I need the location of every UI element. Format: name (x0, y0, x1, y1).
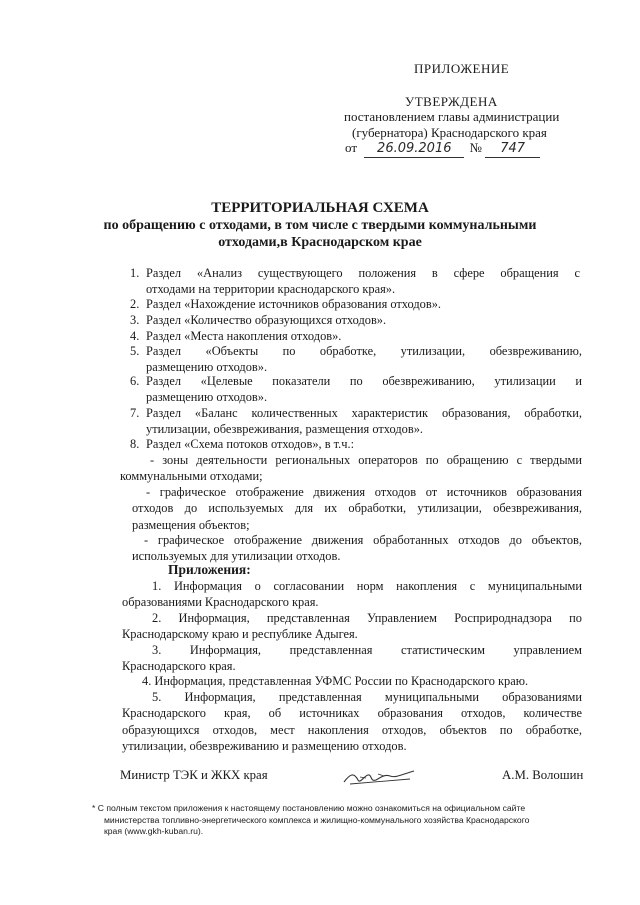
section-text: утилизации, обезвреживания, размещения отходов». (146, 422, 424, 437)
section-2 (130, 296, 580, 312)
section-text: отходами на территории краснодарского края». (146, 282, 396, 297)
section-5 (130, 343, 582, 376)
approved-label: УТВЕРЖДЕНА (405, 94, 498, 109)
section-text: Раздел «Количество образующихся отходов». (146, 313, 387, 327)
section-number: 4. (130, 329, 140, 343)
number-sign: № (469, 140, 482, 155)
item-text: - графическое отображение движения обработанных отходов до объектов, (144, 533, 582, 547)
item-text: - зоны деятельности региональных операторов по обращению с твердыми (150, 453, 582, 467)
section-number: 8. (130, 437, 140, 451)
section-7 (130, 405, 582, 438)
handwritten-signature (340, 766, 418, 790)
item-text: коммунальными отходами; (120, 469, 263, 484)
section-6 (130, 373, 582, 406)
date-prefix: от (345, 140, 358, 155)
section-3 (130, 312, 580, 328)
item-text: - графическое отображение движения отходов от источников образования (146, 485, 582, 499)
doc-title: ТЕРРИТОРИАЛЬНАЯ СХЕМА (211, 200, 429, 216)
section-8 (130, 436, 582, 452)
appendix-text: 2. Информация, представленная Управлением Росприроднадзора по (152, 611, 582, 625)
section-text: Раздел «Баланс количественных характеристик образования, обработки, (146, 406, 582, 420)
appendix-4 (122, 673, 582, 689)
appendix-text: 5. Информация, представленная муниципальными образованиями (152, 690, 582, 704)
footnote-line: * С полным текстом приложения к настоящему постановлению можно ознакомиться на официальном сайте (92, 803, 526, 813)
appendices-heading: Приложения: (168, 562, 251, 577)
item-text: отходов до используемых для их обработки, утилизации, обезвреживания, (132, 501, 582, 516)
section-number: 3. (130, 313, 140, 327)
appendix-label: ПРИЛОЖЕНИЕ (414, 61, 510, 76)
signatory-position: Министр ТЭК и ЖКХ края (120, 768, 268, 782)
signatory-name: А.М. Волошин (502, 768, 584, 782)
signature-mark (340, 766, 418, 790)
decree-line-2: (губернатора) Краснодарского края (352, 125, 547, 140)
footnote-line: министерства топливно-энергетического комплекса и жилищно-коммунального хозяйства Краснодарского (104, 814, 530, 825)
appendix-text: 4. Информация, представленная УФМС России по Краснодарского краю. (142, 674, 529, 688)
section-text: Раздел «Места накопления отходов». (146, 329, 342, 343)
section-text: размещению отходов». (146, 390, 268, 405)
appendix-2 (122, 610, 582, 643)
doc-subtitle-1: по обращению с отходами, в том числе с твердыми коммунальными (103, 218, 537, 233)
footnote (92, 803, 612, 838)
appendix-text: образованиями Краснодарского края. (122, 595, 319, 610)
section-4 (130, 328, 580, 344)
section-number: 7. (130, 406, 140, 420)
appendix-text: Краснодарского края. (122, 659, 236, 674)
section-8-item-1 (120, 452, 582, 485)
section-number: 5. (130, 344, 140, 358)
section-text: Раздел «Схема потоков отходов», в т.ч.: (146, 437, 355, 451)
appendix-text: Краснодарскому краю и республике Адыгея. (122, 627, 358, 642)
decree-line-1: постановлением главы администрации (344, 109, 560, 124)
doc-subtitle-2: отходами,в Краснодарском крае (218, 235, 422, 250)
section-number: 2. (130, 297, 140, 311)
section-text: Раздел «Анализ существующего положения в сфере обращения с (146, 266, 580, 280)
section-1 (130, 265, 580, 298)
appendix-1 (122, 578, 582, 611)
section-text: Раздел «Объекты по обработке, утилизации, обезвреживанию, (146, 344, 582, 358)
appendix-text: Краснодарского края, об источниках образования отходов, количестве (122, 706, 582, 721)
decree-date-line (345, 140, 540, 158)
appendix-text: образующихся отходов, мест накопления отходов, объектов по обработке, (122, 722, 582, 737)
appendix-3 (122, 642, 582, 675)
item-text: размещения объектов; (132, 517, 250, 532)
decree-number: 747 (485, 141, 540, 158)
footnote-line: края (www.gkh-kuban.ru). (104, 826, 204, 836)
section-text: размещению отходов». (146, 360, 268, 375)
section-text: Раздел «Нахождение источников образования отходов». (146, 297, 442, 311)
section-8-item-3 (120, 532, 582, 565)
section-number: 6. (130, 374, 140, 388)
appendix-text: 3. Информация, представленная статистическим управлением (152, 643, 582, 657)
appendix-text: 1. Информация о согласовании норм накопления с муниципальными (152, 579, 582, 593)
decree-date: 26.09.2016 (364, 141, 464, 158)
appendix-text: утилизации, обезвреживанию и размещению отходов. (122, 738, 407, 753)
section-8-item-2 (120, 484, 582, 533)
section-text: Раздел «Целевые показатели по обезвреживанию, утилизации и (146, 374, 582, 388)
appendix-5 (122, 689, 582, 754)
item-text: используемых для утилизации отходов. (132, 549, 341, 564)
section-number: 1. (130, 266, 140, 280)
